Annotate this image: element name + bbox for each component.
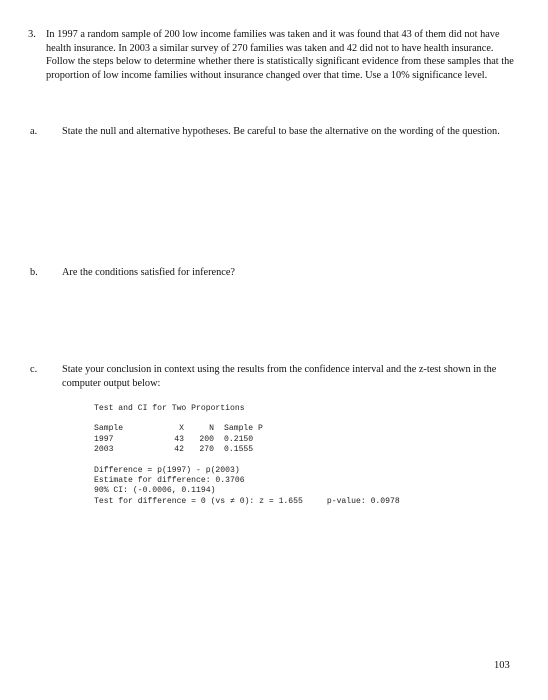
row-sample: 2003: [94, 445, 114, 455]
header-n: N: [209, 424, 214, 434]
output-table: [94, 424, 263, 455]
part-b: [30, 266, 532, 280]
row-sample: 1997: [94, 434, 114, 444]
part-a: [30, 125, 532, 139]
row-p: 0.1555: [224, 445, 254, 455]
output-ci: 90% CI: (-0.0006, 0.1194): [94, 486, 216, 496]
part-a-letter: a.: [30, 126, 38, 137]
part-c: [30, 363, 532, 390]
part-b-letter: b.: [30, 267, 38, 278]
output-difference: Difference = p(1997) - p(2003): [94, 465, 240, 475]
page-number: 103: [494, 660, 510, 671]
header-x: X: [179, 424, 184, 434]
part-c-letter: c.: [30, 364, 38, 375]
header-sample: Sample: [94, 424, 124, 434]
part-a-text: State the null and alternative hypotheses. Be careful to base the alternative on the wording of the question.: [62, 126, 500, 137]
row-p: 0.2150: [224, 434, 254, 444]
output-test: Test for difference = 0 (vs ≠ 0): z = 1.655: [94, 496, 303, 506]
question-number: 3.: [28, 29, 36, 40]
output-pvalue: p-value: 0.0978: [326, 496, 400, 506]
question-text: In 1997 a random sample of 200 low income families was taken and it was found that 43 of them did not have health insurance. In 2003 a similar survey of 270 families was taken and 42 did not to have health insurance. Follow the steps below to determine whether there is statistically significant evidence from these samples that the proportion of low income families without insurance changed over that time. Use a 10% significance level.: [46, 29, 514, 81]
row-x: 42: [174, 445, 184, 455]
part-b-text: Are the conditions satisfied for inference?: [62, 267, 235, 278]
part-c-text: State your conclusion in context using the results from the confidence interval and the z-test shown in the computer output below:: [62, 364, 497, 389]
table-row: [94, 435, 263, 445]
computer-output: [94, 404, 400, 507]
output-header-row: [94, 424, 263, 434]
row-n: 200: [199, 434, 214, 444]
header-sample-p: Sample P: [224, 424, 263, 434]
row-n: 270: [199, 445, 214, 455]
output-estimate: Estimate for difference: 0.3706: [94, 476, 245, 485]
row-x: 43: [174, 434, 184, 444]
output-title: Test and CI for Two Proportions: [94, 404, 245, 413]
output-test-line: [94, 497, 400, 507]
table-row: [94, 445, 263, 455]
